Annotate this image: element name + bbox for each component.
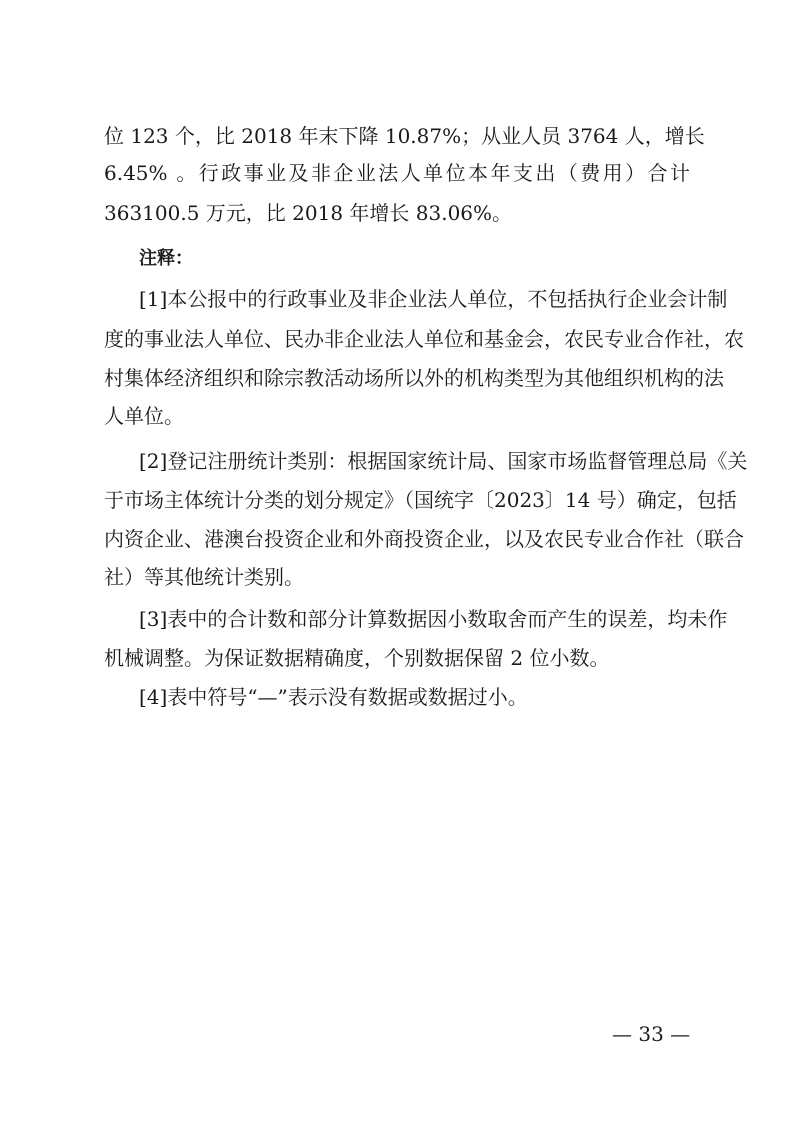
note-3-line: 机械调整。为保证数据精确度，个别数据保留 2 位小数。 (104, 646, 610, 670)
note-1-line: 度的事业法人单位、民办非企业法人单位和基金会，农民专业合作社，农 (104, 327, 744, 351)
note-3-line: [3]表中的合计数和部分计算数据因小数取舍而产生的误差，均未作 (139, 607, 728, 631)
note-1-line: [1]本公报中的行政事业及非企业法人单位，不包括执行企业会计制 (139, 287, 728, 311)
intro-line: 6.45% 。行政事业及非企业法人单位本年支出（费用）合计 (104, 161, 690, 185)
page-number: — 33 — (612, 1022, 691, 1046)
notes-heading: 注释： (139, 248, 193, 269)
intro-line: 位 123 个，比 2018 年末下降 10.87%；从业人员 3764 人，增长 (104, 124, 705, 148)
note-1-line: 村集体经济组织和除宗教活动场所以外的机构类型为其他组织机构的法 (104, 366, 724, 390)
note-1-line: 人单位。 (104, 404, 184, 428)
note-4-line: [4]表中符号“—”表示没有数据或数据过小。 (139, 685, 528, 709)
note-2-line: 社）等其他统计类别。 (104, 565, 304, 589)
note-2-line: 于市场主体统计分类的划分规定》（国统字〔2023〕14 号）确定，包括 (104, 488, 737, 512)
intro-line: 363100.5 万元，比 2018 年增长 83.06%。 (104, 201, 513, 225)
note-2-line: 内资企业、港澳台投资企业和外商投资企业，以及农民专业合作社（联合 (104, 527, 744, 551)
note-2-line: [2]登记注册统计类别：根据国家统计局、国家市场监督管理总局《关 (139, 449, 748, 473)
